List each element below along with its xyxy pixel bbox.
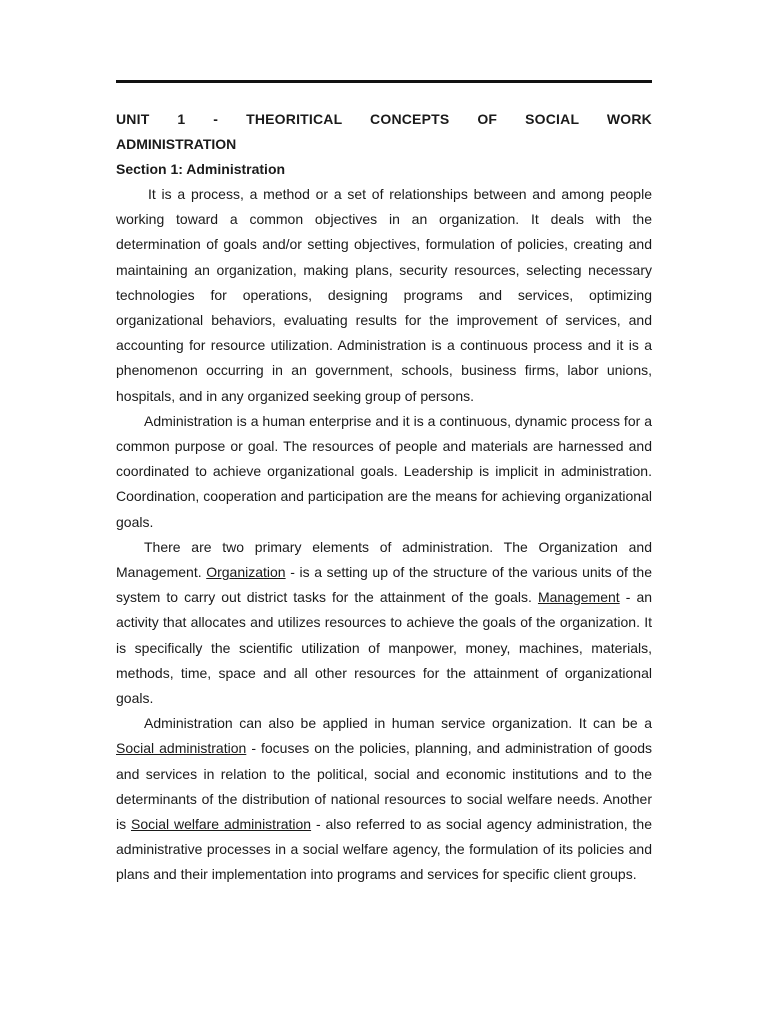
paragraph-human-service <box>116 711 652 887</box>
unit-heading-continued: ADMINISTRATION <box>116 136 237 152</box>
document-page <box>116 80 652 888</box>
paragraph-definition: It is a process, a method or a set of relationships between and among people working toward a common objectives in an organization. It deals with the determination of goals and/or setting objectives, formulation of policies, creating and maintaining an organization, making plans, security resources, selecting necessary technologies for operations, designing programs and services, optimizing organizational behaviors, evaluating results for the improvement of services, and accounting for resource utilization. Administration is a continuous process and it is a phenomenon occurring in an government, schools, business firms, labor unions, hospitals, and in any organized seeking group of persons. <box>116 186 652 404</box>
top-rule <box>116 80 652 83</box>
paragraph-human-enterprise: Administration is a human enterprise and it is a continuous, dynamic process for a common purpose or goal. The resources of people and materials are harnessed and coordinated to achieve organizational goals. Leadership is implicit in administration. Coordination, cooperation and participation are the means for achieving organizational goals. <box>116 412 652 530</box>
social-welfare-administration-definition: - also referred to as social agency administration, the administrative processes in a social welfare agency, the formulation of its policies and plans and their implementation into programs and services for specific client groups. <box>116 816 653 883</box>
section-title: Section 1: Administration <box>116 161 286 177</box>
management-definition: - an activity that allocates and utilizes resources to achieve the goals of the organization. It is specifically the scientific utilization of manpower, money, machines, materials, methods, time, space and all other resources for the attainment of organizational goals. <box>116 589 653 707</box>
social-administration-definition: - focuses on the policies, planning, and administration of goods and services in relation to the political, social and economic institutions and to the determinants of the distribution of national resources to social welfare needs. Another is <box>116 740 653 833</box>
organization-definition: - is a setting up of the structure of the various units of the system to carry out district tasks for the attainment of the goals. <box>116 564 653 606</box>
social-welfare-administration-term: Social welfare administration <box>130 816 312 833</box>
paragraph-primary-elements <box>116 535 652 711</box>
management-term: Management <box>537 589 620 606</box>
unit-heading: UNIT 1 - THEORITICAL CONCEPTS OF SOCIAL WORK <box>116 111 652 127</box>
primary-elements-intro: There are two primary elements of administration. The Organization and Management. <box>116 538 652 581</box>
human-service-intro: Administration can also be applied in human service organization. It can be a <box>144 715 652 732</box>
social-administration-term: Social administration <box>116 740 247 757</box>
organization-term: Organization <box>206 564 286 581</box>
